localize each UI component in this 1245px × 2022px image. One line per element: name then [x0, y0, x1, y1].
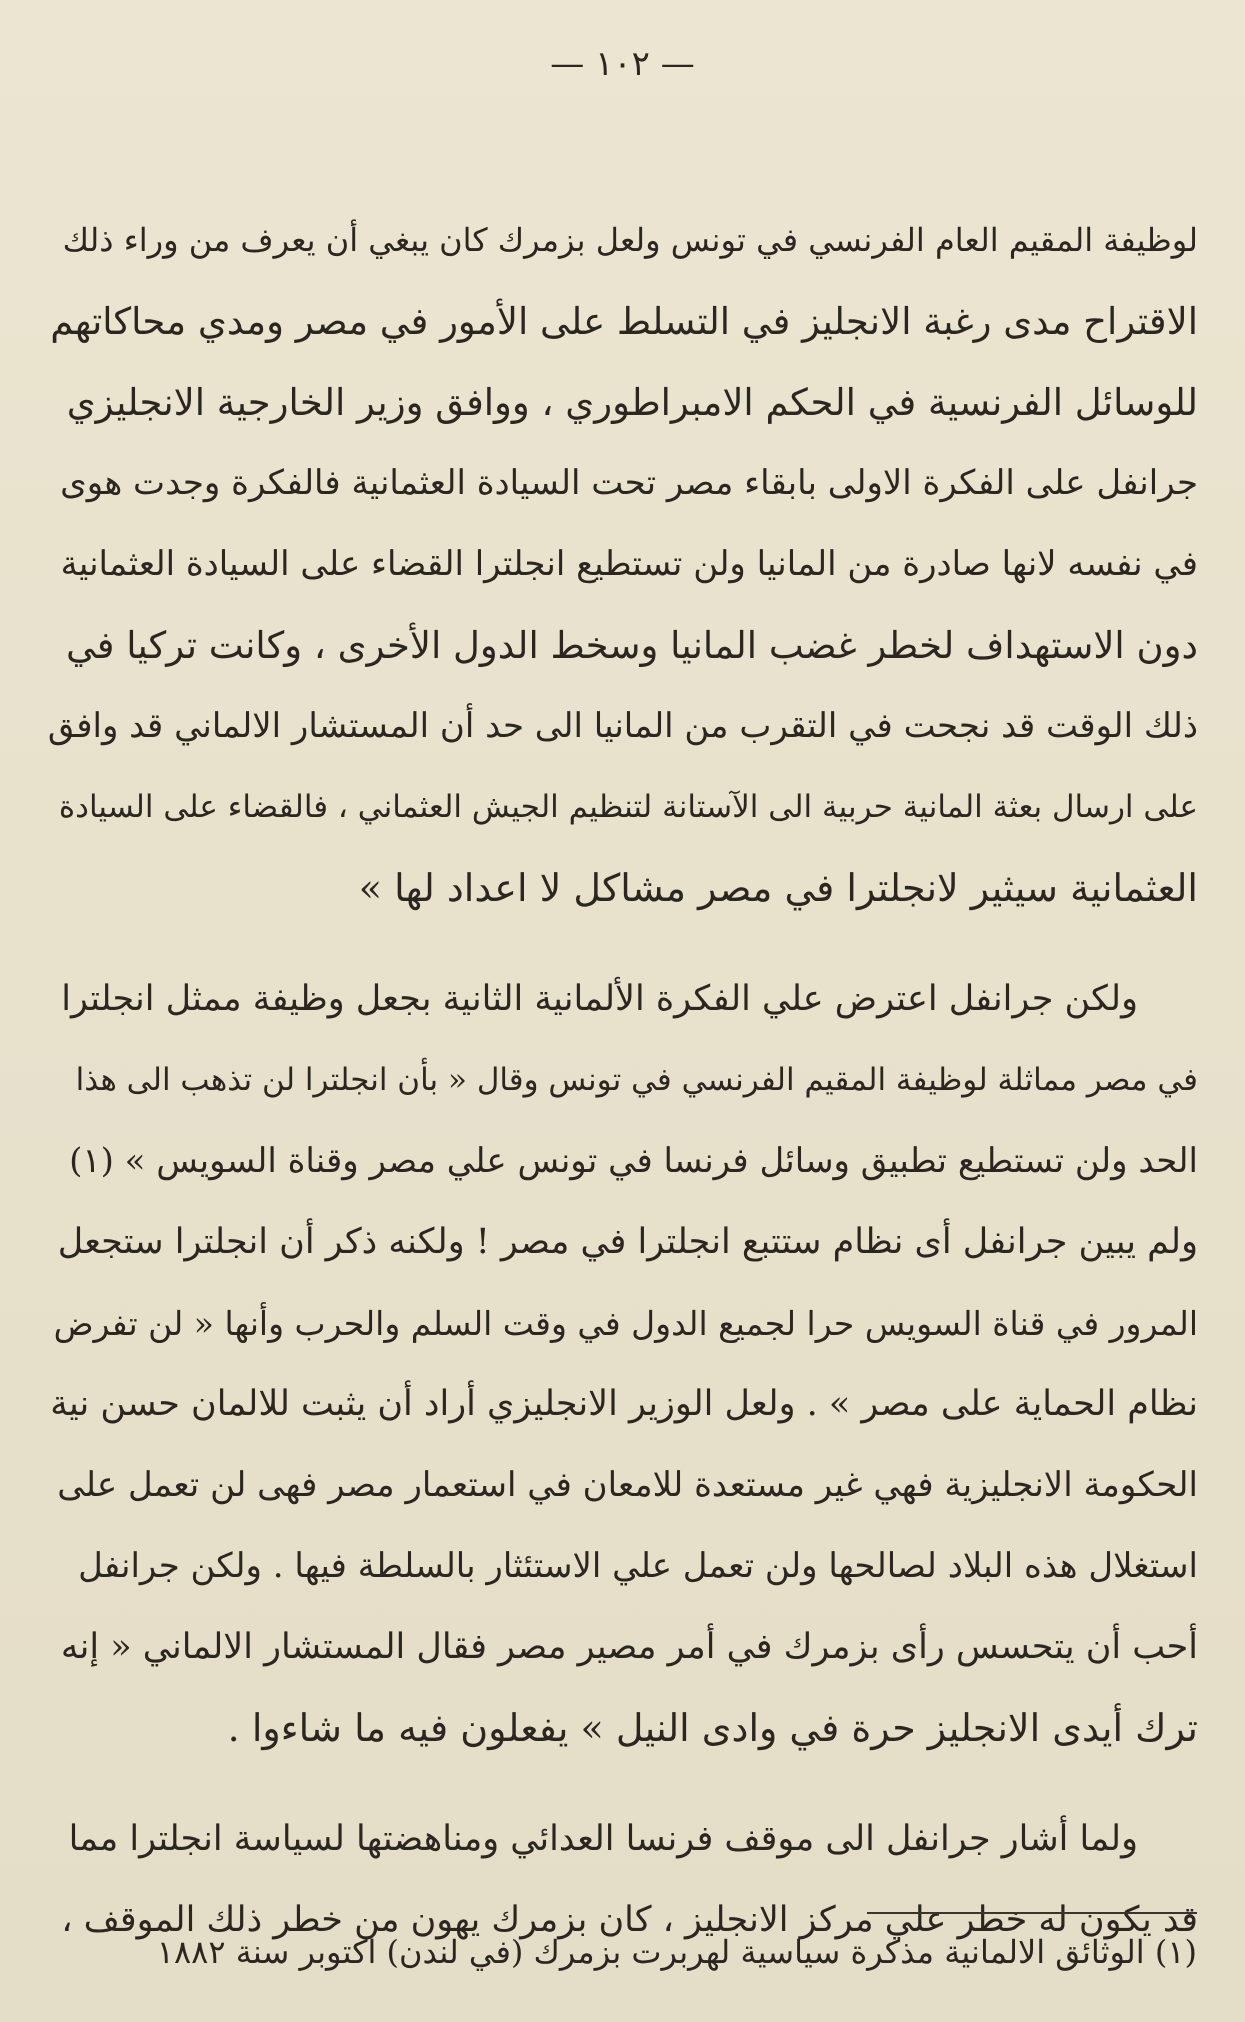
footnote-divider: [867, 1912, 1197, 1914]
text-line: استغلال هذه البلاد لصالحها ولن تعمل علي الاستئثار بالسلطة فيها . ولكن جرانفل: [78, 1546, 1198, 1586]
text-line: في نفسه لانها صادرة من المانيا ولن تستطيع انجلترا القضاء على السيادة العثمانية: [60, 544, 1198, 584]
text-line: في مصر مماثلة لوظيفة المقيم الفرنسي في تونس وقال « بأن انجلترا لن تذهب الى هذا: [75, 1062, 1198, 1098]
text-line: ترك أيدى الانجليز حرة في وادى النيل » يفعلون فيه ما شاءوا .: [227, 1706, 1198, 1750]
text-line: على ارسال بعثة المانية حربية الى الآستانة لتنظيم الجيش العثماني ، فالقضاء على السيادة: [58, 789, 1198, 825]
text-line: الاقتراح مدى رغبة الانجليز في التسلط على الأمور في مصر ومدي محاكاتهم: [50, 300, 1198, 343]
text-line: العثمانية سيثير لانجلترا في مصر مشاكل لا اعداد لها »: [358, 866, 1198, 910]
paragraph-2: [48, 959, 1198, 1769]
footnote: (١) الوثائق الالمانية مذكرة سياسية لهربرت بزمرك (في لندن) اكتوبر سنة ١٨٨٢: [156, 1933, 1197, 1971]
text-line: ولم يبين جرانفل أى نظام ستتبع انجلترا في مصر ! ولكنه ذكر أن انجلترا ستجعل: [57, 1222, 1198, 1262]
body-text: [48, 200, 1198, 1961]
page-number: — ١٠٢ —: [550, 44, 695, 84]
text-line: أحب أن يتحسس رأى بزمرك في أمر مصير مصر فقال المستشار الالماني « إنه: [60, 1627, 1198, 1667]
text-line: نظام الحماية على مصر » . ولعل الوزير الانجليزي أراد أن يثبت للالمان حسن نية: [50, 1384, 1198, 1424]
text-line: ولما أشار جرانفل الى موقف فرنسا العدائي ومناهضتها لسياسة انجلترا مما: [68, 1819, 1138, 1859]
text-line: ذلك الوقت قد نجحت في التقرب من المانيا الى حد أن المستشار الالماني قد وافق: [47, 706, 1198, 746]
text-line: المرور في قناة السويس حرا لجميع الدول في وقت السلم والحرب وأنها « لن تفرض: [53, 1304, 1198, 1343]
text-line: جرانفل على الفكرة الاولى بابقاء مصر تحت السيادة العثمانية فالفكرة وجدت هوى: [60, 463, 1198, 503]
paragraph-1: [48, 200, 1198, 929]
text-line: قد يكون له خطر علي مركز الانجليز ، كان بزمرك يهون من خطر ذلك الموقف ،: [61, 1900, 1198, 1940]
text-line: الحد ولن تستطيع تطبيق وسائل فرنسا في تونس علي مصر وقناة السويس » (١): [69, 1141, 1198, 1181]
text-line: لوظيفة المقيم العام الفرنسي في تونس ولعل بزمرك كان يبغي أن يعرف من وراء ذلك: [62, 221, 1198, 259]
text-line: دون الاستهداف لخطر غضب المانيا وسخط الدول الأخرى ، وكانت تركيا في: [65, 624, 1198, 667]
text-line: الحكومة الانجليزية فهي غير مستعدة للامعان في استعمار مصر فهى لن تعمل على: [57, 1465, 1198, 1505]
text-line: للوسائل الفرنسية في الحكم الامبراطوري ، ووافق وزير الخارجية الانجليزي: [66, 381, 1198, 424]
text-line: ولكن جرانفل اعترض علي الفكرة الألمانية الثانية بجعل وظيفة ممثل انجلترا: [61, 979, 1138, 1019]
